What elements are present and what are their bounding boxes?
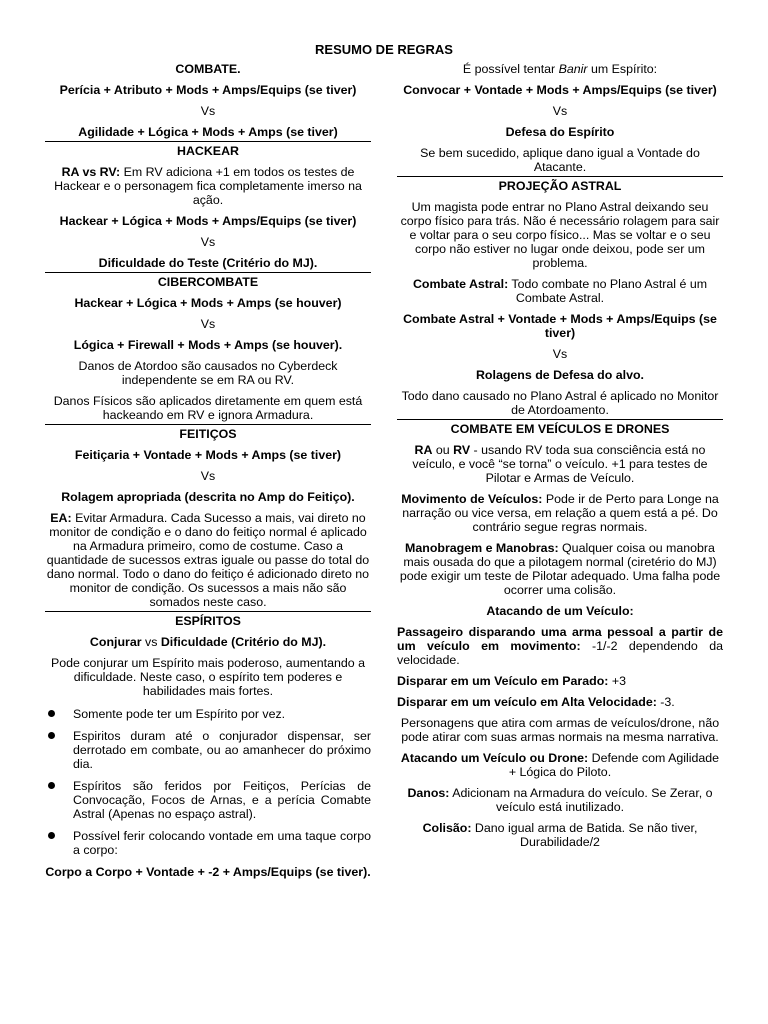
veiculos-colisao-label: Colisão: <box>422 821 472 835</box>
espiritos-bullet-list <box>45 707 371 857</box>
list-item-text: Possível ferir colocando vontade em uma taque corpo a corpo: <box>73 829 371 857</box>
veiculos-atacando-text: Defende com Agilidade + Lógica do Piloto. <box>508 751 720 779</box>
cibercombate-vs: Vs <box>200 317 216 331</box>
veiculos-manobragem-label: Manobragem e Manobras: <box>405 541 559 555</box>
projecao-damage-text: Todo dano causado no Plano Astral é aplicado no Monitor de Atordoamento. <box>401 389 719 417</box>
espiritos-formula-a: Conjurar <box>89 635 142 649</box>
veiculos-manobragem-text: Qualquer coisa ou manobra mais ousada do que a pilotagem normal (ciretério do MJ) pode exigir um teste de Pilotar adequado. Uma falha pode ocorrer uma colisão. <box>399 541 721 597</box>
list-item <box>45 829 371 857</box>
cibercombate-physical-text: Danos Físicos são aplicados diretamente em quem está hackeando em RV e ignora Armadura. <box>53 394 363 422</box>
feiticos-defense-formula: Rolagem apropriada (descrita no Amp do Feitiço). <box>61 490 355 504</box>
section-heading-veiculos: COMBATE EM VEÍCULOS E DRONES <box>397 419 723 436</box>
feiticos-vs: Vs <box>200 469 216 483</box>
section-heading-hackear: HACKEAR <box>45 141 371 158</box>
espiritos-final-formula: Corpo a Corpo + Vontade + -2 + Amps/Equips (se tiver). <box>45 865 371 879</box>
page-title: RESUMO DE REGRAS <box>315 42 453 57</box>
projecao-combate-astral-text: Todo combate no Plano Astral é um Combate Astral. <box>508 277 708 305</box>
hackear-ra-rv <box>45 165 371 207</box>
espiritos-formula-vs: vs <box>141 635 161 649</box>
espiritos-formula <box>45 635 371 649</box>
list-item-text: Somente pode ter um Espírito por vez. <box>73 707 286 721</box>
veiculos-movimento <box>397 492 723 534</box>
veiculos-parado-label: Disparar em um Veículo em Parado: <box>397 674 609 688</box>
banir-intro-b: um Espírito: <box>587 62 658 76</box>
feiticos-attack-formula: Feitiçaria + Vontade + Mods + Amps (se tiver) <box>74 448 342 462</box>
veiculos-colisao-text: Dano igual arma de Batida. Se não tiver, Durabilidade/2 <box>471 821 698 849</box>
veiculos-atacando-veiculo <box>397 751 723 779</box>
banir-defense-formula: Defesa do Espírito <box>505 125 615 139</box>
veiculos-alta-text: -3. <box>656 695 675 709</box>
list-item-text: Espíritos são feridos por Feitiços, Perícias de Convocação, Focos de Arnas, e a perícia Comabte Astral (Apenas no espaço astral). <box>73 779 371 821</box>
combate-defense-formula: Agilidade + Lógica + Mods + Amps (se tiver) <box>78 125 338 139</box>
section-heading-combate: COMBATE. <box>175 62 241 76</box>
veiculos-danos-label: Danos: <box>407 786 450 800</box>
banir-intro <box>397 62 723 76</box>
espiritos-intro: Pode conjurar um Espírito mais poderoso, aumentando a dificuldade. Neste caso, o espírito tem poderes e habilidades mais fortes. <box>50 656 366 698</box>
cibercombate-attack-formula: Hackear + Lógica + Mods + Amps (se houver) <box>74 296 342 310</box>
bullet-icon <box>48 832 55 839</box>
veiculos-danos-text: Adicionam na Armadura do veículo. Se Zerar, o veículo está inutilizado. <box>449 786 713 814</box>
feiticos-ea-text <box>45 511 371 609</box>
veiculos-movimento-label: Movimento de Veículos: <box>401 492 543 506</box>
hackear-defense-formula: Dificuldade do Teste (Critério do MJ). <box>98 256 318 270</box>
section-heading-projecao-astral: PROJEÇÃO ASTRAL <box>397 176 723 193</box>
combate-attack-formula: Perícia + Atributo + Mods + Amps/Equips (se tiver) <box>59 83 357 97</box>
veiculos-personagens: Personagens que atira com armas de veículos/drone, não pode atirar com suas armas normais na mesma narrativa. <box>400 716 720 744</box>
veiculos-alta-label: Disparar em um veículo em Alta Velocidade: <box>397 695 657 709</box>
projecao-combate-astral-label: Combate Astral: <box>412 277 509 291</box>
veiculos-manobragem <box>397 541 723 597</box>
right-column <box>397 62 723 856</box>
list-item <box>45 729 371 771</box>
bullet-icon <box>48 782 55 789</box>
combate-vs: Vs <box>200 104 216 118</box>
list-item <box>45 779 371 821</box>
veiculos-movimento-text: Pode ir de Perto para Longe na narração ou vice versa, em relação a quem está a pé. Do contrário segue regras normais. <box>402 492 719 534</box>
banir-attack-formula: Convocar + Vontade + Mods + Amps/Equips (se tiver) <box>403 83 717 97</box>
banir-intro-a: É possível tentar <box>462 62 559 76</box>
projecao-combate-astral <box>397 277 723 305</box>
section-heading-espiritos: ESPÍRITOS <box>45 611 371 628</box>
projecao-defense-formula: Rolagens de Defesa do alvo. <box>475 368 644 382</box>
veiculos-ra-rv <box>397 443 723 485</box>
veiculos-ra-mid: ou <box>432 443 454 457</box>
veiculos-ra-label: RA <box>414 443 433 457</box>
hackear-ra-rv-text: Em RV adiciona +1 em todos os testes de Hackear e o personagem fica completamente imerso na ação. <box>54 165 362 207</box>
left-column <box>45 62 371 886</box>
projecao-attack-formula: Combate Astral + Vontade + Mods + Amps/Equips (se tiver) <box>403 312 717 340</box>
veiculos-atacando-label: Atacando um Veículo ou Drone: <box>400 751 589 765</box>
banir-intro-emphasis: Banir <box>558 62 588 76</box>
veiculos-atacando-heading: Atacando de um Veículo: <box>486 604 634 618</box>
veiculos-passageiro-label: Passageiro disparando uma arma pessoal a partir de um veículo em movimento: <box>397 625 723 653</box>
feiticos-ea-body: Evitar Armadura. Cada Sucesso a mais, vai direto no monitor de condição e o dano do feitiço normal é aplicado na Armadura primeiro, como de costume. Caso a quantidade de sucessos extras iguale ou passe do total do dano normal. Todo o dano do feitiço é adicionado direto no monitor de condição. Os sucessos a mais não são somados neste caso. <box>46 511 370 609</box>
veiculos-colisao <box>397 821 723 849</box>
banir-result-text: Se bem sucedido, aplique dano igual a Vontade do Atacante. <box>420 146 700 174</box>
section-heading-feiticos: FEITIÇOS <box>45 424 371 441</box>
hackear-attack-formula: Hackear + Lógica + Mods + Amps/Equips (se tiver) <box>59 214 357 228</box>
list-item <box>45 707 371 721</box>
feiticos-ea-label: EA: <box>50 511 72 525</box>
veiculos-rv-label: RV <box>453 443 471 457</box>
hackear-vs: Vs <box>200 235 216 249</box>
list-item-text: Espiritos duram até o conjurador dispensar, ser derrotado em combate, ou ao amanhecer do próximo dia. <box>73 729 371 771</box>
veiculos-parado <box>397 674 723 688</box>
cibercombate-defense-formula: Lógica + Firewall + Mods + Amps (se houver). <box>73 338 343 352</box>
projecao-vs: Vs <box>552 347 568 361</box>
veiculos-passageiro-text: -1/-2 dependendo da velocidade. <box>397 639 723 667</box>
projecao-intro: Um magista pode entrar no Plano Astral deixando seu corpo físico para trás. Não é necessário rolagem para sair e voltar para o seu corpo físico... Mas se voltar e o seu corpo não estiver no lugar onde deixou, pode ser um problema. <box>400 200 720 270</box>
veiculos-danos <box>397 786 723 814</box>
hackear-ra-rv-label: RA vs RV: <box>61 165 121 179</box>
banir-vs: Vs <box>552 104 568 118</box>
bullet-icon <box>48 732 55 739</box>
veiculos-passageiro <box>397 625 723 667</box>
section-heading-cibercombate: CIBERCOMBATE <box>45 272 371 289</box>
veiculos-parado-text: +3 <box>608 674 626 688</box>
veiculos-ra-text: - usando RV toda sua consciência está no veículo, e você “se torna” o veículo. +1 para testes de Pilotar e Armas de Veículo. <box>412 443 708 485</box>
espiritos-formula-b: Dificuldade (Critério do MJ). <box>160 635 327 649</box>
veiculos-alta-velocidade <box>397 695 723 709</box>
bullet-icon <box>48 710 55 717</box>
cibercombate-stun-text: Danos de Atordoo são causados no Cyberdeck independente se em RA ou RV. <box>78 359 338 387</box>
